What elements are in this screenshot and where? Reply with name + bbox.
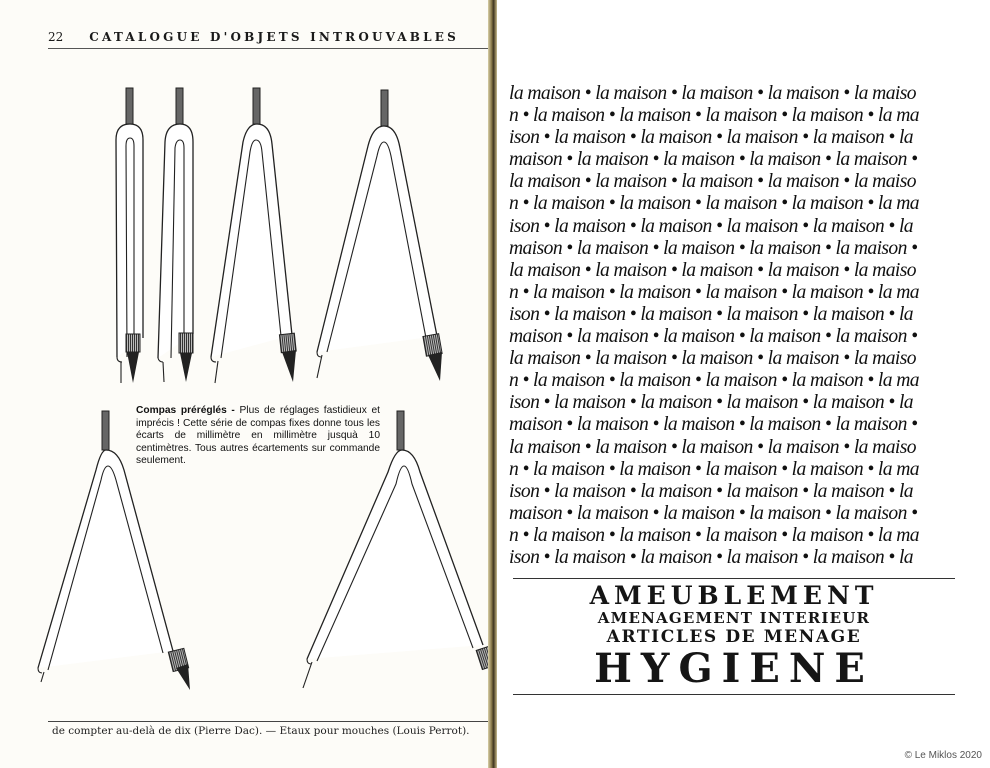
maison-line: la maison • la maison • la maison • la maison • la maiso xyxy=(509,83,916,104)
compass-illustrations xyxy=(0,0,492,768)
compass-3 xyxy=(211,88,296,383)
maison-line: n • la maison • la maison • la maison • la maison • la ma xyxy=(509,458,919,480)
maison-line: maison • la maison • la maison • la maison • la maison • xyxy=(509,237,918,259)
maison-line: ison • la maison • la maison • la maison • la maison • la xyxy=(509,546,913,568)
maison-line: maison • la maison • la maison • la maison • la maison • xyxy=(509,149,918,171)
maison-line: la maison • la maison • la maison • la maison • la maiso xyxy=(509,436,916,458)
compass-2 xyxy=(158,88,193,382)
maison-line: ison • la maison • la maison • la maison • la maison • la xyxy=(509,127,913,149)
compass-1 xyxy=(116,88,143,383)
section-banner xyxy=(513,578,955,695)
maison-line: n • la maison • la maison • la maison • la maison • la ma xyxy=(509,281,919,303)
banner-ameublement: AMEUBLEMENT xyxy=(589,582,879,609)
footer-rule xyxy=(48,721,494,722)
banner-hygiene: HYGIENE xyxy=(594,647,874,691)
caption-body: Plus de réglages fastidieux et imprécis ! Cette série de compas fixes donne tous les écarts de millimètre en millimètre jusquà 10 centimètres. Tous autres écartements sur commande seulement. xyxy=(136,405,380,467)
copyright-notice: © Le Miklos 2020 xyxy=(904,750,982,761)
maison-line: maison • la maison • la maison • la maison • la maison • xyxy=(509,326,918,348)
page-number: 22 xyxy=(48,30,64,44)
footer-text: de compter au-delà de dix (Pierre Dac). — Etaux pour mouches (Louis Perrot). xyxy=(52,725,470,737)
maison-line: ison • la maison • la maison • la maison • la maison • la xyxy=(509,215,913,237)
maison-line: maison • la maison • la maison • la maison • la maison • xyxy=(509,414,918,436)
banner-articles-de-menage: ARTICLES DE MENAGE xyxy=(606,627,862,647)
maison-line: la maison • la maison • la maison • la maison • la maiso xyxy=(509,348,916,370)
compass-4 xyxy=(317,90,442,381)
maison-line: n • la maison • la maison • la maison • la maison • la ma xyxy=(509,105,919,127)
maison-line: n • la maison • la maison • la maison • la maison • la ma xyxy=(509,524,919,546)
maison-line: ison • la maison • la maison • la maison • la maison • la xyxy=(509,480,913,502)
running-head-title: CATALOGUE D'OBJETS INTROUVABLES xyxy=(89,30,459,44)
maison-line: ison • la maison • la maison • la maison • la maison • la xyxy=(509,392,913,414)
maison-line: n • la maison • la maison • la maison • la maison • la ma xyxy=(509,193,919,215)
maison-line: la maison • la maison • la maison • la maison • la maiso xyxy=(509,259,916,281)
maison-line: ison • la maison • la maison • la maison • la maison • la xyxy=(509,303,913,325)
maison-line: la maison • la maison • la maison • la maison • la maiso xyxy=(509,171,916,193)
banner-amenagement-interieur: AMENAGEMENT INTERIEUR xyxy=(597,609,871,627)
la-maison-text-block xyxy=(509,83,959,569)
maison-line: n • la maison • la maison • la maison • la maison • la ma xyxy=(509,370,919,392)
left-page xyxy=(0,0,492,768)
caption-title: Compas préréglés - xyxy=(136,405,235,416)
maison-line: maison • la maison • la maison • la maison • la maison • xyxy=(509,502,918,524)
product-caption xyxy=(136,405,380,468)
